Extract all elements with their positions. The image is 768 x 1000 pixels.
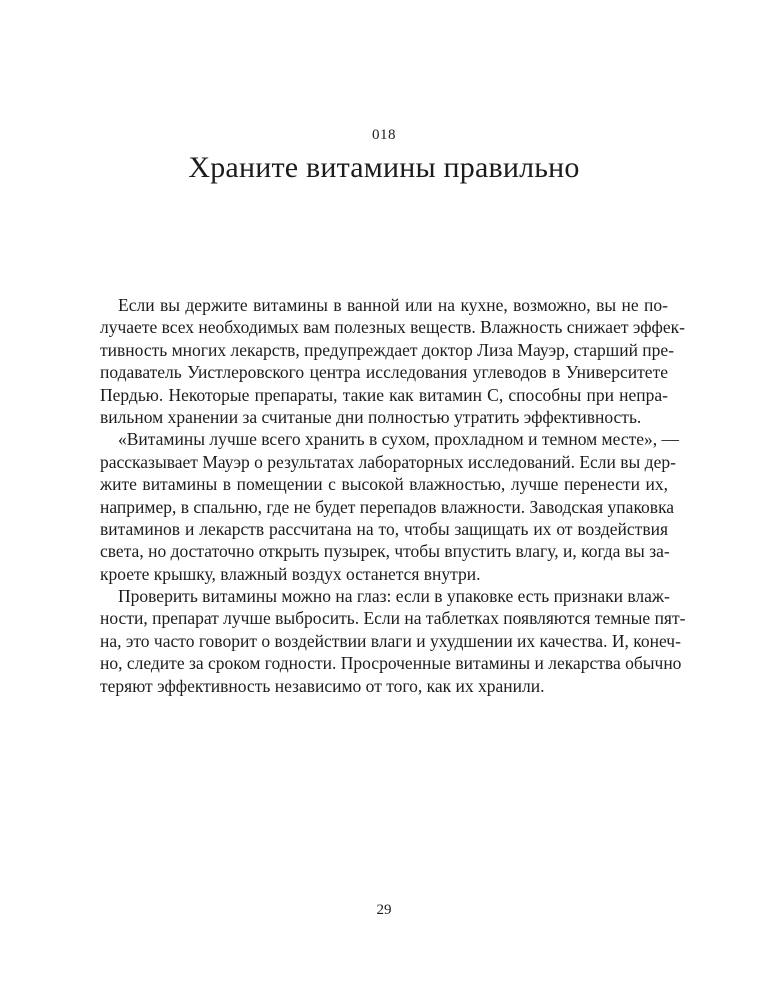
text-line: теряют эффективность независимо от того, как их хранили.: [100, 675, 545, 696]
text-line: «Витамины лучше всего хранить в сухом, прохладном и темном месте», —: [118, 429, 680, 450]
text-line: жите витамины в помещении с высокой влажностью, лучше перенести их,: [100, 474, 668, 495]
text-line: на, это часто говорит о воздействии влаги и ухудшении их качества. И, конеч-: [100, 630, 681, 651]
page-number: 29: [376, 902, 392, 918]
text-line: подаватель Уистлеровского центра исследования углеводов в Университете: [100, 362, 668, 383]
text-line: но, следите за сроком годности. Просроченные витамины и лекарства обычно: [100, 653, 682, 674]
text-line: света, но достаточно открыть пузырек, чтобы впустить влагу, и, когда вы за-: [100, 541, 670, 562]
paragraph-1: [100, 294, 685, 428]
paragraph-2: [100, 428, 680, 585]
text-line: например, в спальню, где не будет перепадов влажности. Заводская упаковка: [100, 496, 675, 517]
paragraph-3: [100, 585, 686, 697]
text-line: Если вы держите витамины в ванной или на кухне, возможно, вы не по-: [118, 295, 668, 315]
text-line: ности, препарат лучше выбросить. Если на таблетках появляются темные пят-: [100, 608, 686, 629]
text-line: лучаете всех необходимых вам полезных веществ. Влажность снижает эффек-: [100, 317, 685, 338]
chapter-number: 018: [372, 127, 396, 143]
text-line: витаминов и лекарств рассчитана на то, чтобы защищать их от воздействия: [100, 518, 668, 539]
text-line: Пердью. Некоторые препараты, такие как витамин С, способны при непра-: [100, 384, 668, 405]
text-line: кроете крышку, влажный воздух останется внутри.: [100, 563, 481, 584]
text-line: вильном хранении за считаные дни полностью утратить эффективность.: [100, 406, 642, 427]
text-line: Проверить витамины можно на глаз: если в упаковке есть признаки влаж-: [118, 586, 670, 607]
text-line: тивность многих лекарств, предупреждает доктор Лиза Мауэр, старший пре-: [100, 339, 675, 360]
body-text: [100, 294, 686, 697]
text-line: рассказывает Мауэр о результатах лабораторных исследований. Если вы дер-: [100, 451, 676, 472]
chapter-title: Храните витамины правильно: [188, 151, 580, 184]
